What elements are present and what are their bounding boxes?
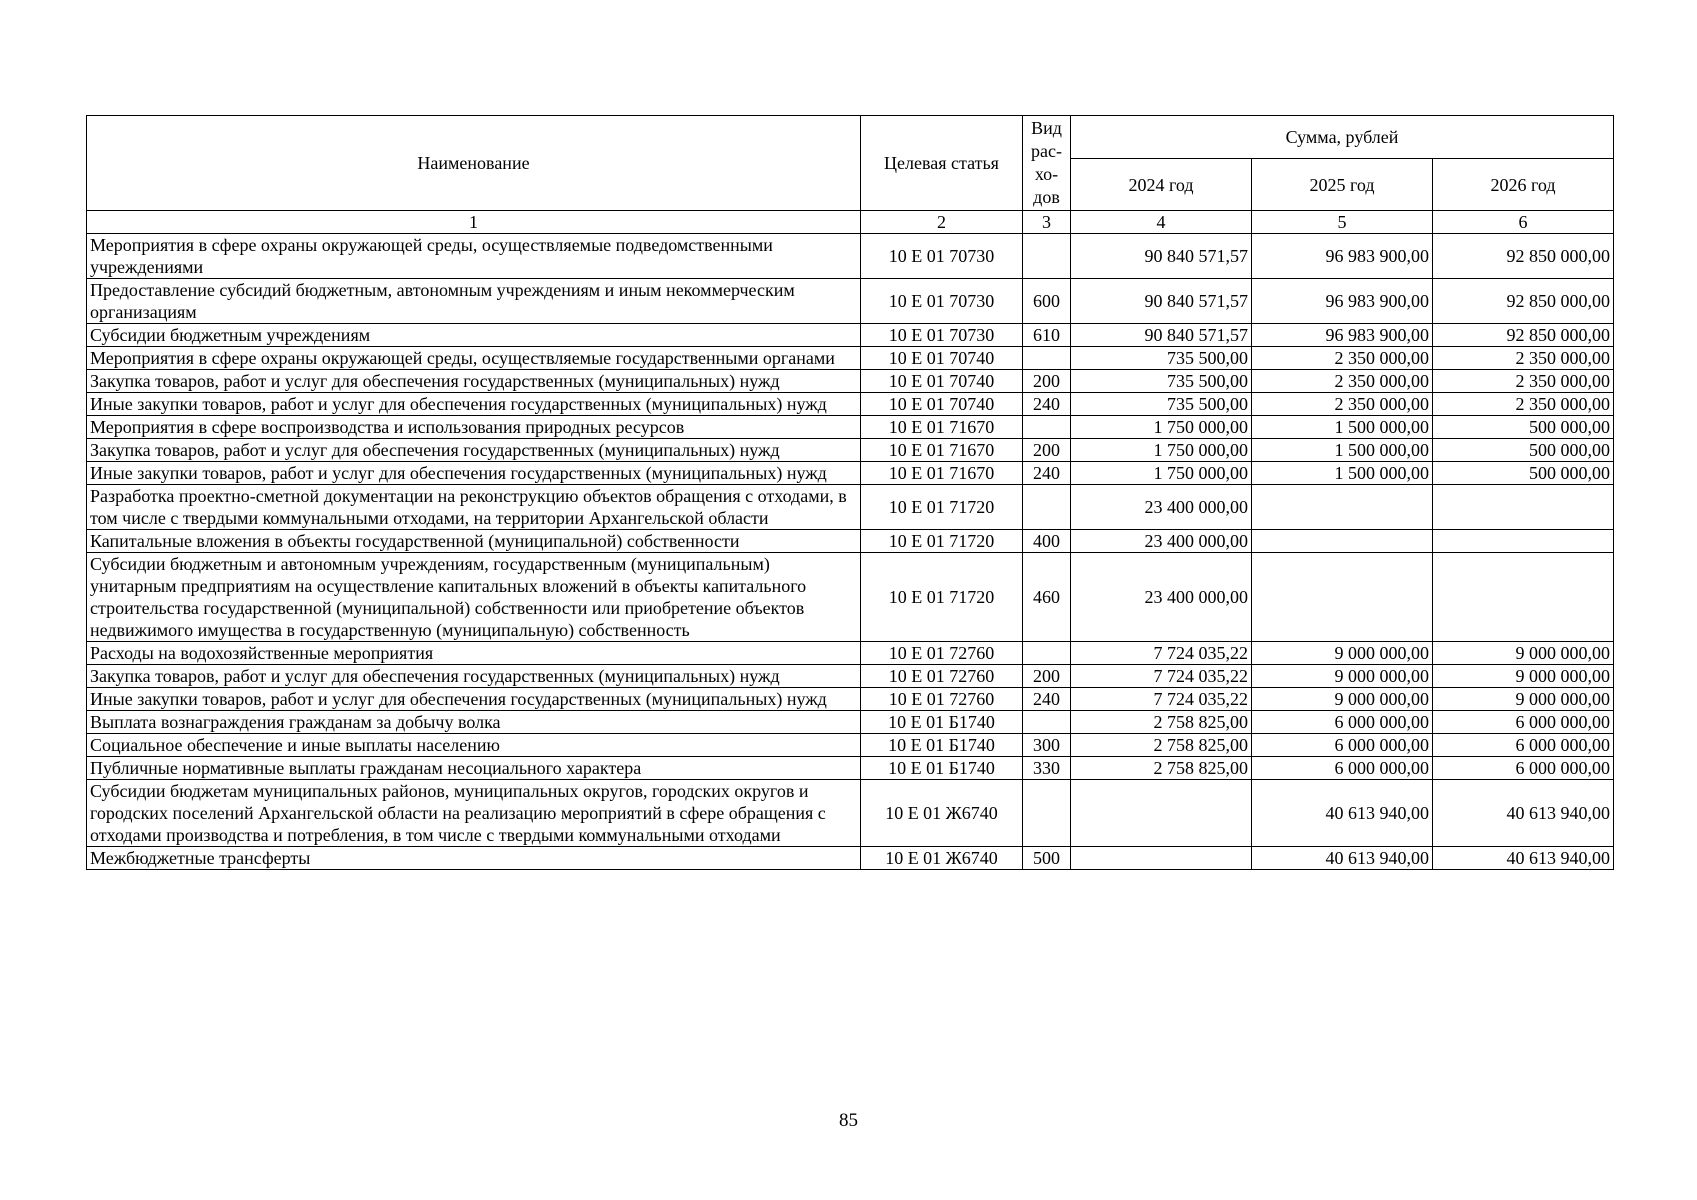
header-year-2025: 2025 год [1252,159,1433,211]
table-row [87,847,1614,870]
table-row [87,279,1614,324]
row-amount-2025-cell [1252,530,1433,553]
row-amount-2025-cell: 96 983 900,00 [1252,234,1433,279]
table-row [87,530,1614,553]
row-amount-2024-cell: 7 724 035,22 [1071,642,1252,665]
row-name-cell: Межбюджетные трансферты [87,847,861,870]
table-row [87,234,1614,279]
header-year-2026: 2026 год [1433,159,1614,211]
table-row [87,665,1614,688]
table-row [87,485,1614,530]
row-amount-2024-cell: 90 840 571,57 [1071,324,1252,347]
row-amount-2024-cell: 735 500,00 [1071,393,1252,416]
row-amount-2026-cell: 2 350 000,00 [1433,347,1614,370]
table-header [87,116,1614,234]
header-target-article: Целевая статья [861,116,1023,211]
row-name-cell: Иные закупки товаров, работ и услуг для обеспечения государственных (муниципальных) нужд [87,393,861,416]
row-target-article-cell: 10 Е 01 Б1740 [861,734,1023,757]
row-expense-type-cell: 600 [1023,279,1071,324]
table-row [87,416,1614,439]
row-name-cell: Мероприятия в сфере охраны окружающей среды, осуществляемые подведомственными учреждениями [87,234,861,279]
row-target-article-cell: 10 Е 01 72760 [861,642,1023,665]
row-amount-2025-cell: 2 350 000,00 [1252,393,1433,416]
table-row [87,462,1614,485]
row-target-article-cell: 10 Е 01 71670 [861,462,1023,485]
row-amount-2025-cell: 1 500 000,00 [1252,439,1433,462]
row-expense-type-cell: 240 [1023,393,1071,416]
row-name-cell: Мероприятия в сфере воспроизводства и использования природных ресурсов [87,416,861,439]
row-amount-2026-cell: 40 613 940,00 [1433,847,1614,870]
row-amount-2024-cell: 2 758 825,00 [1071,711,1252,734]
table-row [87,324,1614,347]
row-amount-2024-cell: 1 750 000,00 [1071,439,1252,462]
row-name-cell: Публичные нормативные выплаты гражданам несоциального характера [87,757,861,780]
table-row [87,553,1614,642]
row-amount-2024-cell: 1 750 000,00 [1071,462,1252,485]
row-expense-type-cell: 240 [1023,462,1071,485]
row-amount-2026-cell: 92 850 000,00 [1433,234,1614,279]
header-expense-type: Вид рас- хо- дов [1023,116,1071,211]
row-amount-2025-cell: 40 613 940,00 [1252,780,1433,847]
column-number-row [87,211,1614,234]
row-amount-2024-cell: 735 500,00 [1071,370,1252,393]
row-expense-type-cell: 200 [1023,665,1071,688]
row-expense-type-cell [1023,780,1071,847]
row-name-cell: Субсидии бюджетным учреждениям [87,324,861,347]
row-expense-type-cell [1023,485,1071,530]
table-row [87,393,1614,416]
row-expense-type-cell [1023,711,1071,734]
row-expense-type-cell: 300 [1023,734,1071,757]
row-amount-2025-cell: 9 000 000,00 [1252,642,1433,665]
row-target-article-cell: 10 Е 01 70730 [861,324,1023,347]
row-expense-type-cell [1023,416,1071,439]
row-name-cell: Иные закупки товаров, работ и услуг для обеспечения государственных (муниципальных) нужд [87,462,861,485]
row-amount-2026-cell [1433,530,1614,553]
header-year-2024: 2024 год [1071,159,1252,211]
row-amount-2024-cell: 7 724 035,22 [1071,688,1252,711]
row-amount-2025-cell [1252,553,1433,642]
row-amount-2025-cell: 96 983 900,00 [1252,279,1433,324]
table-row [87,642,1614,665]
row-target-article-cell: 10 Е 01 71720 [861,530,1023,553]
row-amount-2026-cell: 500 000,00 [1433,439,1614,462]
row-amount-2025-cell: 1 500 000,00 [1252,416,1433,439]
row-name-cell: Расходы на водохозяйственные мероприятия [87,642,861,665]
row-target-article-cell: 10 Е 01 72760 [861,665,1023,688]
row-amount-2026-cell: 92 850 000,00 [1433,279,1614,324]
row-name-cell: Иные закупки товаров, работ и услуг для обеспечения государственных (муниципальных) нужд [87,688,861,711]
row-amount-2025-cell: 9 000 000,00 [1252,665,1433,688]
table-row [87,780,1614,847]
row-expense-type-cell: 400 [1023,530,1071,553]
row-target-article-cell: 10 Е 01 Б1740 [861,757,1023,780]
row-expense-type-cell [1023,642,1071,665]
row-target-article-cell: 10 Е 01 70740 [861,370,1023,393]
page-number: 85 [839,1110,858,1131]
row-amount-2026-cell: 9 000 000,00 [1433,642,1614,665]
header-sum: Сумма, рублей [1071,116,1614,159]
row-amount-2025-cell: 96 983 900,00 [1252,324,1433,347]
column-number: 4 [1071,211,1252,234]
row-amount-2026-cell: 500 000,00 [1433,416,1614,439]
row-amount-2026-cell: 9 000 000,00 [1433,688,1614,711]
row-expense-type-cell: 240 [1023,688,1071,711]
row-amount-2026-cell: 6 000 000,00 [1433,711,1614,734]
row-amount-2025-cell: 6 000 000,00 [1252,711,1433,734]
table-row [87,688,1614,711]
row-name-cell: Предоставление субсидий бюджетным, автономным учреждениям и иным некоммерческим организациям [87,279,861,324]
row-name-cell: Закупка товаров, работ и услуг для обеспечения государственных (муниципальных) нужд [87,665,861,688]
table-row [87,757,1614,780]
row-amount-2026-cell: 2 350 000,00 [1433,370,1614,393]
table-row [87,370,1614,393]
row-amount-2024-cell: 2 758 825,00 [1071,734,1252,757]
row-target-article-cell: 10 Е 01 71720 [861,553,1023,642]
row-name-cell: Субсидии бюджетным и автономным учреждениям, государственным (муниципальным) унитарным предприятиям на осуществление капитальных вложений в объекты капитального строительства государственной (муниципальной) собственности или приобретение объектов недвижимого имущества в государственную (муниципальную) собственность [87,553,861,642]
budget-table [86,115,1614,870]
row-amount-2024-cell: 23 400 000,00 [1071,485,1252,530]
row-amount-2026-cell: 6 000 000,00 [1433,757,1614,780]
column-number: 2 [861,211,1023,234]
row-target-article-cell: 10 Е 01 70740 [861,393,1023,416]
row-expense-type-cell: 460 [1023,553,1071,642]
row-amount-2026-cell: 40 613 940,00 [1433,780,1614,847]
row-amount-2025-cell [1252,485,1433,530]
row-target-article-cell: 10 Е 01 70740 [861,347,1023,370]
row-name-cell: Закупка товаров, работ и услуг для обеспечения государственных (муниципальных) нужд [87,439,861,462]
row-target-article-cell: 10 Е 01 Ж6740 [861,847,1023,870]
row-amount-2025-cell: 2 350 000,00 [1252,347,1433,370]
row-name-cell: Социальное обеспечение и иные выплаты населению [87,734,861,757]
row-amount-2025-cell: 6 000 000,00 [1252,757,1433,780]
column-number: 1 [87,211,861,234]
row-name-cell: Закупка товаров, работ и услуг для обеспечения государственных (муниципальных) нужд [87,370,861,393]
row-amount-2024-cell: 2 758 825,00 [1071,757,1252,780]
column-number: 6 [1433,211,1614,234]
header-name: Наименование [87,116,861,211]
column-number: 3 [1023,211,1071,234]
row-expense-type-cell: 610 [1023,324,1071,347]
row-target-article-cell: 10 Е 01 70730 [861,279,1023,324]
row-amount-2026-cell [1433,553,1614,642]
row-expense-type-cell [1023,234,1071,279]
row-amount-2025-cell: 9 000 000,00 [1252,688,1433,711]
row-target-article-cell: 10 Е 01 71670 [861,416,1023,439]
row-amount-2025-cell: 2 350 000,00 [1252,370,1433,393]
table-row [87,711,1614,734]
row-amount-2025-cell: 40 613 940,00 [1252,847,1433,870]
row-expense-type-cell [1023,347,1071,370]
row-amount-2024-cell [1071,847,1252,870]
table-body [87,234,1614,870]
row-amount-2024-cell: 735 500,00 [1071,347,1252,370]
row-amount-2026-cell: 500 000,00 [1433,462,1614,485]
row-amount-2024-cell: 7 724 035,22 [1071,665,1252,688]
table-row [87,347,1614,370]
row-expense-type-cell: 200 [1023,370,1071,393]
row-name-cell: Субсидии бюджетам муниципальных районов, муниципальных округов, городских округов и городских поселений Архангельской области на реализацию мероприятий в сфере обращения с отходами производства и потребления, в том числе с твердыми коммунальными отходами [87,780,861,847]
row-expense-type-cell: 200 [1023,439,1071,462]
row-name-cell: Разработка проектно-сметной документации на реконструкцию объектов обращения с отходами, в том числе с твердыми коммунальными отходами, на территории Архангельской области [87,485,861,530]
row-expense-type-cell: 500 [1023,847,1071,870]
row-target-article-cell: 10 Е 01 Ж6740 [861,780,1023,847]
row-target-article-cell: 10 Е 01 72760 [861,688,1023,711]
row-name-cell: Мероприятия в сфере охраны окружающей среды, осуществляемые государственными органами [87,347,861,370]
row-amount-2026-cell: 9 000 000,00 [1433,665,1614,688]
row-amount-2024-cell: 23 400 000,00 [1071,530,1252,553]
row-amount-2024-cell: 23 400 000,00 [1071,553,1252,642]
table-row [87,439,1614,462]
row-amount-2026-cell: 2 350 000,00 [1433,393,1614,416]
row-amount-2025-cell: 6 000 000,00 [1252,734,1433,757]
row-target-article-cell: 10 Е 01 70730 [861,234,1023,279]
row-amount-2024-cell: 1 750 000,00 [1071,416,1252,439]
row-target-article-cell: 10 Е 01 71670 [861,439,1023,462]
row-name-cell: Выплата вознаграждения гражданам за добычу волка [87,711,861,734]
row-amount-2026-cell: 6 000 000,00 [1433,734,1614,757]
row-amount-2025-cell: 1 500 000,00 [1252,462,1433,485]
row-target-article-cell: 10 Е 01 71720 [861,485,1023,530]
row-amount-2024-cell [1071,780,1252,847]
row-amount-2026-cell [1433,485,1614,530]
table-row [87,734,1614,757]
row-expense-type-cell: 330 [1023,757,1071,780]
row-amount-2026-cell: 92 850 000,00 [1433,324,1614,347]
row-amount-2024-cell: 90 840 571,57 [1071,234,1252,279]
row-target-article-cell: 10 Е 01 Б1740 [861,711,1023,734]
row-amount-2024-cell: 90 840 571,57 [1071,279,1252,324]
column-number: 5 [1252,211,1433,234]
row-name-cell: Капитальные вложения в объекты государственной (муниципальной) собственности [87,530,861,553]
